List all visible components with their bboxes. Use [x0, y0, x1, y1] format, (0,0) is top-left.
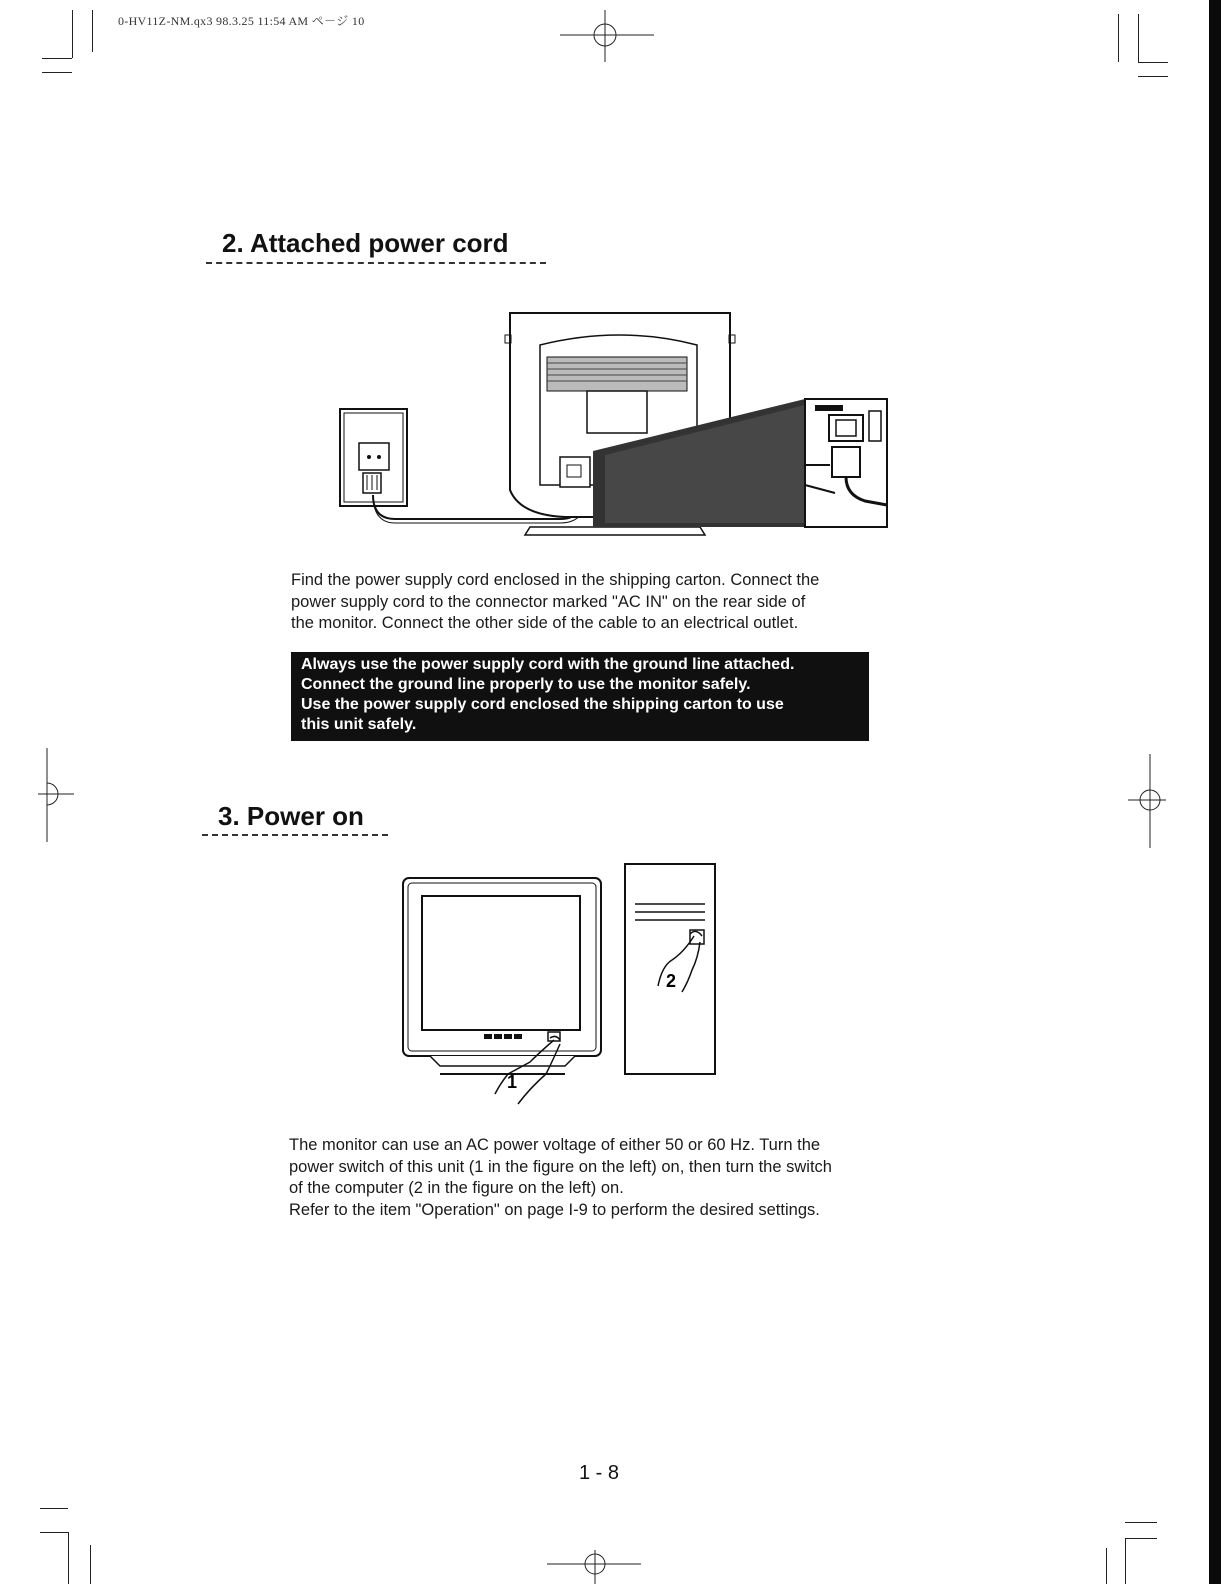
paragraph-line: power switch of this unit (1 in the figure on the left) on, then turn the switch — [289, 1157, 832, 1176]
callout-2: 2 — [666, 971, 677, 991]
paragraph-line: power supply cord to the connector marked "AC IN" on the rear side of — [291, 592, 806, 611]
wall-outlet-icon — [340, 409, 407, 506]
power-on-illustration — [400, 862, 730, 1112]
scan-edge-bar — [1209, 0, 1221, 1584]
warning-line: Always use the power supply cord with the ground line attached. — [301, 656, 795, 673]
warning-line: this unit safely. — [301, 716, 417, 733]
callout-1: 1 — [507, 1072, 518, 1092]
title-underline — [206, 262, 546, 264]
section-title-power-cord: 2. Attached power cord — [222, 228, 509, 258]
power-cord-illustration — [335, 305, 895, 545]
ac-in-connector-inset — [805, 399, 887, 527]
power-cord-instructions — [291, 570, 819, 635]
registration-target-left — [30, 746, 80, 846]
page-number: 1 - 8 — [579, 1462, 620, 1484]
paragraph-line: Find the power supply cord enclosed in the shipping carton. Connect the — [291, 571, 820, 589]
paragraph-line: Refer to the item "Operation" on page I-9 to perform the desired settings. — [289, 1200, 820, 1219]
registration-target-right — [1126, 752, 1176, 852]
warning-line: Connect the ground line properly to use the monitor safely. — [301, 676, 751, 693]
title-underline — [202, 834, 388, 836]
monitor-front-icon — [403, 878, 601, 1074]
paragraph-line: The monitor can use an AC power voltage of either 50 or 60 Hz. Turn the — [289, 1136, 821, 1154]
registration-target-bottom — [545, 1544, 645, 1584]
power-on-instructions — [289, 1135, 832, 1221]
registration-target-top — [558, 8, 658, 68]
section-title-power-on: 3. Power on — [218, 801, 364, 831]
print-slug: 0-HV11Z-NM.qx3 98.3.25 11:54 AM ペ－ジ 10 — [118, 14, 365, 28]
safety-warning-box — [291, 652, 869, 741]
paragraph-line: the monitor. Connect the other side of the cable to an electrical outlet. — [291, 614, 799, 632]
paragraph-line: of the computer (2 in the figure on the left) on. — [289, 1179, 624, 1197]
warning-line: Use the power supply cord enclosed the shipping carton to use — [301, 696, 784, 713]
computer-tower-icon — [625, 864, 715, 1074]
